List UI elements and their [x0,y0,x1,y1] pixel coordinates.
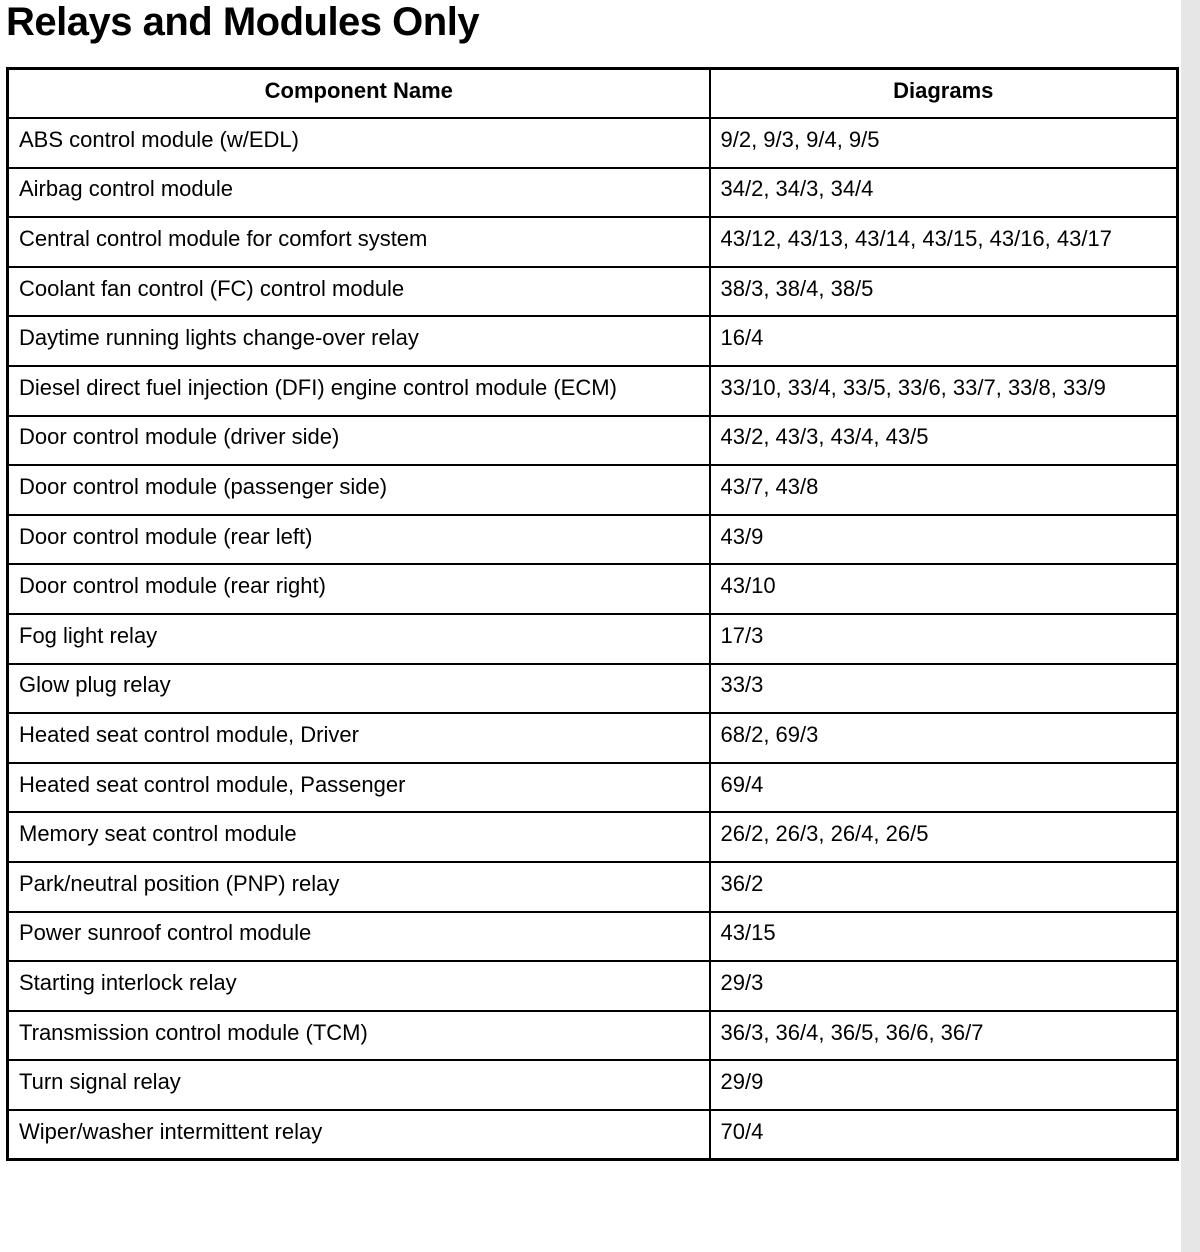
diagrams-cell: 17/3 [710,614,1178,664]
component-name-cell: Door control module (passenger side) [8,465,710,515]
table-row [8,118,1178,168]
table-row [8,217,1178,267]
diagrams-cell: 29/3 [710,961,1178,1011]
table-row [8,1110,1178,1160]
component-name-cell: Memory seat control module [8,812,710,862]
table-row [8,267,1178,317]
diagrams-cell: 43/9 [710,515,1178,565]
component-name-cell: ABS control module (w/EDL) [8,118,710,168]
diagrams-cell: 69/4 [710,763,1178,813]
component-name-cell: Airbag control module [8,168,710,218]
table-header-row [8,69,1178,119]
component-name-cell: Diesel direct fuel injection (DFI) engine control module (ECM) [8,366,710,416]
diagrams-cell: 16/4 [710,316,1178,366]
diagrams-cell: 36/3, 36/4, 36/5, 36/6, 36/7 [710,1011,1178,1061]
table-row [8,763,1178,813]
table-row [8,465,1178,515]
table-row [8,416,1178,466]
diagrams-cell: 34/2, 34/3, 34/4 [710,168,1178,218]
component-name-cell: Door control module (rear left) [8,515,710,565]
relays-modules-table [6,67,1179,1161]
component-name-cell: Starting interlock relay [8,961,710,1011]
diagrams-cell: 43/15 [710,912,1178,962]
component-name-cell: Wiper/washer intermittent relay [8,1110,710,1160]
table-row [8,614,1178,664]
table-body [8,118,1178,1159]
table-row [8,168,1178,218]
component-name-cell: Door control module (driver side) [8,416,710,466]
component-name-cell: Daytime running lights change-over relay [8,316,710,366]
table-row [8,812,1178,862]
diagrams-cell: 38/3, 38/4, 38/5 [710,267,1178,317]
table-row [8,713,1178,763]
diagrams-cell: 43/7, 43/8 [710,465,1178,515]
table-row [8,1060,1178,1110]
diagrams-cell: 68/2, 69/3 [710,713,1178,763]
component-name-cell: Turn signal relay [8,1060,710,1110]
table-row [8,1011,1178,1061]
component-name-cell: Door control module (rear right) [8,564,710,614]
diagrams-cell: 33/10, 33/4, 33/5, 33/6, 33/7, 33/8, 33/9 [710,366,1178,416]
table-row [8,912,1178,962]
diagrams-cell: 9/2, 9/3, 9/4, 9/5 [710,118,1178,168]
component-name-cell: Transmission control module (TCM) [8,1011,710,1061]
component-name-cell: Central control module for comfort system [8,217,710,267]
component-name-cell: Coolant fan control (FC) control module [8,267,710,317]
diagrams-cell: 33/3 [710,664,1178,714]
component-name-cell: Park/neutral position (PNP) relay [8,862,710,912]
component-name-cell: Fog light relay [8,614,710,664]
page-title: Relays and Modules Only [6,0,480,44]
table-row [8,515,1178,565]
column-header-diagrams: Diagrams [710,69,1178,119]
component-name-cell: Glow plug relay [8,664,710,714]
diagrams-cell: 36/2 [710,862,1178,912]
table-row [8,961,1178,1011]
table-row [8,366,1178,416]
component-name-cell: Heated seat control module, Passenger [8,763,710,813]
component-name-cell: Power sunroof control module [8,912,710,962]
table-row [8,564,1178,614]
component-name-cell: Heated seat control module, Driver [8,713,710,763]
table-row [8,664,1178,714]
diagrams-cell: 43/12, 43/13, 43/14, 43/15, 43/16, 43/17 [710,217,1178,267]
diagrams-cell: 29/9 [710,1060,1178,1110]
column-header-component: Component Name [8,69,710,119]
page-edge-strip [1181,0,1200,1252]
table-row [8,316,1178,366]
diagrams-cell: 43/2, 43/3, 43/4, 43/5 [710,416,1178,466]
diagrams-cell: 26/2, 26/3, 26/4, 26/5 [710,812,1178,862]
table-row [8,862,1178,912]
diagrams-cell: 43/10 [710,564,1178,614]
diagrams-cell: 70/4 [710,1110,1178,1160]
